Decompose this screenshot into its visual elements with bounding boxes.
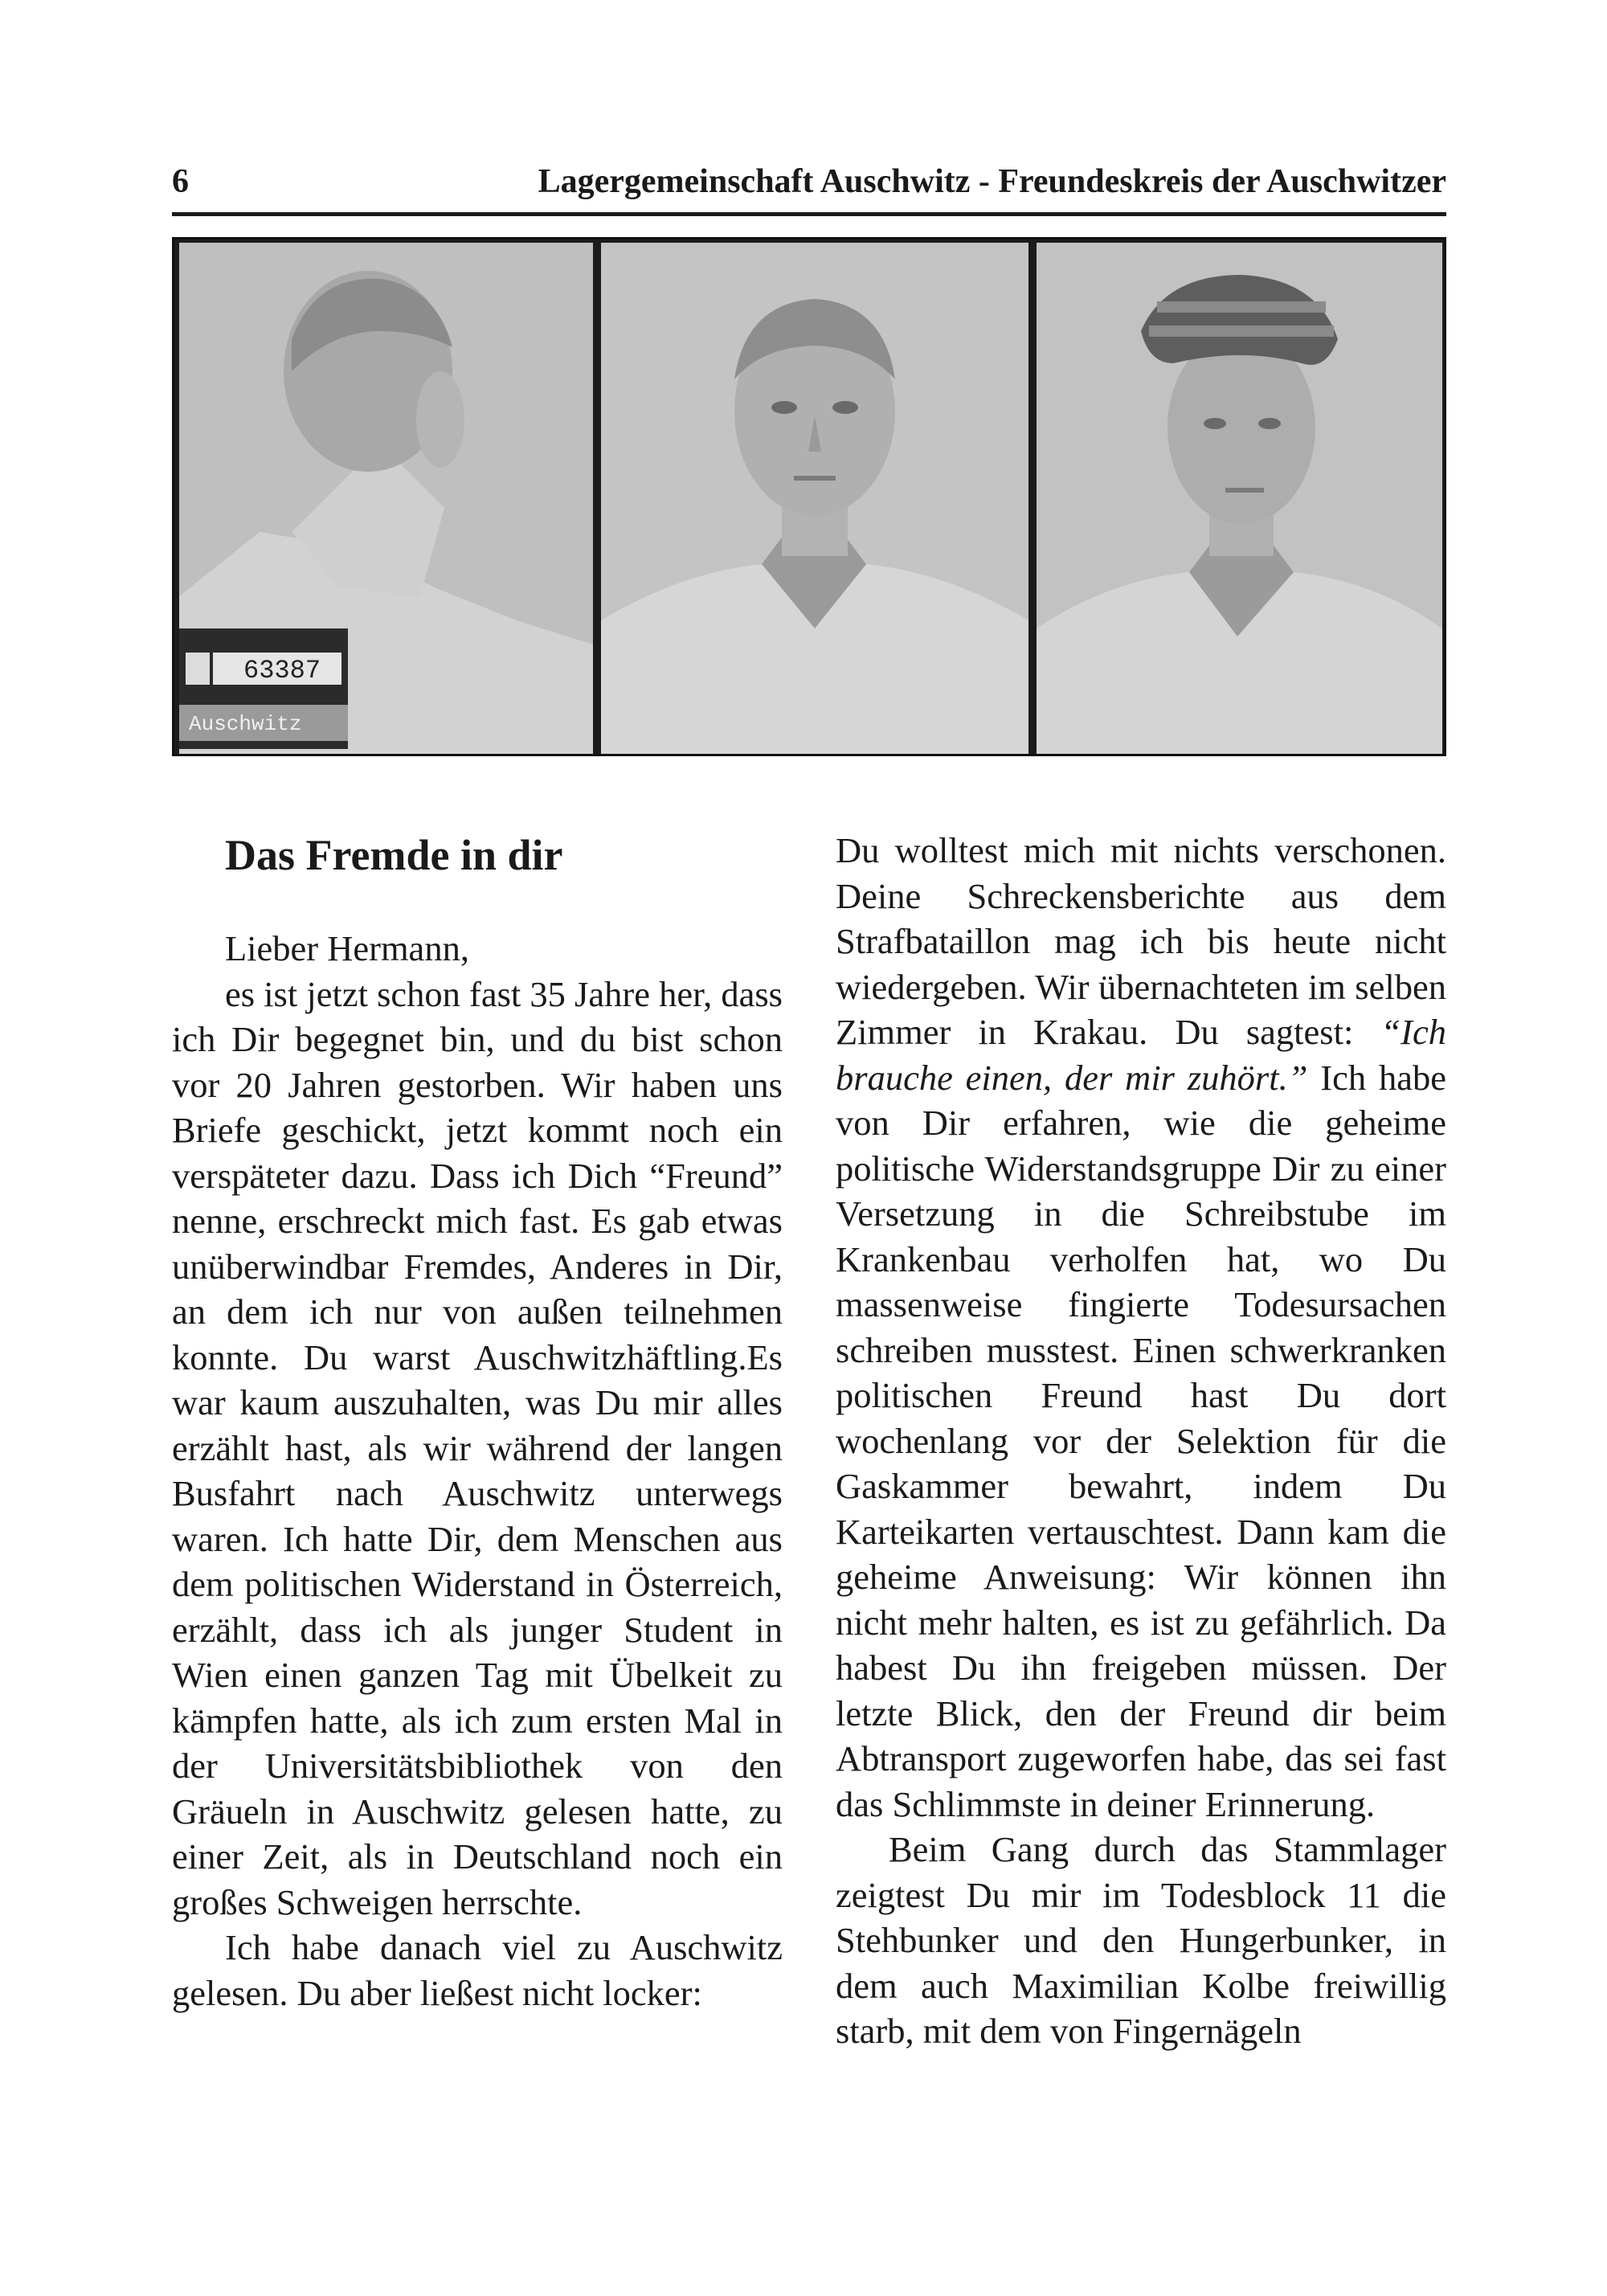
running-title: Lagergemeinschaft Auschwitz - Freundeskreis der Auschwitzer — [538, 163, 1446, 200]
number-plate-text: 63387 — [243, 656, 321, 686]
paragraph: Ich habe danach viel zu Auschwitz gelesen. Du aber ließest nicht locker: — [172, 1927, 783, 2013]
frontal-photo — [601, 243, 1028, 754]
salutation: Lieber Hermann, — [225, 928, 469, 968]
camp-label-text: Auschwitz — [189, 712, 302, 736]
prisoner-photo-strip — [172, 237, 1446, 756]
quote: “Ich brauche einen, der mir zuhört.” — [836, 1012, 1446, 1098]
paragraph: Beim Gang durch das Stammlager zeigtest Du mir im Todesblock 11 die Stehbunker und den Hungerbunker, in dem auch Maximilian Kolbe freiwillig starb, mit dem von Fingernägeln — [836, 1829, 1446, 2051]
paragraph-text: Ich habe von Dir erfahren, wie die geheime politische Widerstandsgruppe Dir zu einer Versetzung in die Schreibstube im Krankenbau verholfen hat, wo Du massenweise fingierte Todesursachen schreiben musstest. Einen schwerkranken politischen Freund hast Du dort wochenlang vor der Selektion für die Gaskammer bewahrt, indem Du Karteikarten vertauschtest. Dann kam die geheime Anweisung: Wir können ihn nicht mehr halten, es ist zu gefährlich. Da habest Du ihn freigeben müssen. Der letzte Blick, den der Freund dir beim Abtransport zugeworfen habe, das sei fast das Schlimmste in deiner Erinnerung. — [836, 1057, 1446, 1824]
right-column — [836, 828, 1446, 2054]
profile-photo — [179, 243, 593, 754]
article-title: Das Fremde in dir — [225, 831, 563, 879]
page-header — [172, 154, 1446, 216]
page-number: 6 — [172, 163, 189, 200]
three-quarter-photo — [1037, 243, 1442, 754]
left-column — [172, 828, 783, 2016]
paragraph: es ist jetzt schon fast 35 Jahre her, dass ich Dir begegnet bin, und du bist schon vor 20 Jahren gestorben. Wir haben uns Briefe geschickt, jetzt kommt noch ein verspäteter dazu. Dass ich Dich “Freund” nenne, erschreckt mich fast. Es gab etwas unüberwindbar Fremdes, Anderes in Dir, an dem ich nur von außen teilnehmen konnte. Du warst Auschwitzhäftling.Es war kaum auszuhalten, was Du mir alles erzählt hast, als wir während der langen Busfahrt nach Auschwitz unterwegs waren. Ich hatte Dir, dem Menschen aus dem politischen Widerstand in Österreich, erzählt, dass ich als junger Student in Wien einen ganzen Tag mit Übelkeit zu kämpfen hatte, als ich zum ersten Mal in der Universitätsbibliothek von den Gräueln in Auschwitz gelesen hatte, zu einer Zeit, als in Deutschland noch ein großes Schweigen herrschte. — [172, 973, 783, 1922]
paragraph — [836, 828, 1446, 1827]
paragraph-text: Du wolltest mich mit nichts verschonen. Deine Schreckensberichte aus dem Strafbataillon mag ich bis heute nicht wiedergeben. Wir übernachteten im selben Zimmer in Krakau. Du sagtest: — [836, 830, 1446, 1052]
